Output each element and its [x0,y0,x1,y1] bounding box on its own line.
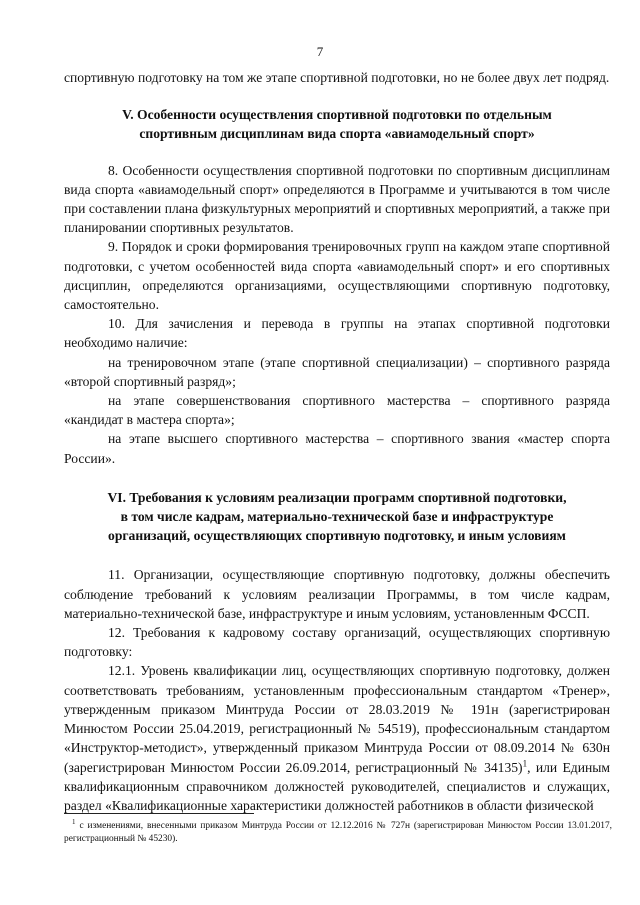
paragraph-10-item-training: на тренировочном этапе (этапе спортивной специализации) – спортивного разряда «второй спортивный разряд»; [64,354,610,389]
footnote-text: с изменениями, внесенными приказом Минтруда России от 12.12.2016 № 727н (зарегистрирован Минюстом России 13.01.2017, регистрационный № 45230). [64,821,612,844]
section-vi-title-line-2: в том числе кадрам, материально-технической базе и инфраструктуре [120,509,554,525]
paragraph-9: 9. Порядок и сроки формирования тренировочных групп на каждом этапе спортивной подготовки, с учетом особенностей вида спорта «авиамодельный спорт» и его спортивных дисциплин, определяются организациями, осуществляющими спортивную подготовку, самостоятельно. [64,239,610,313]
footnote-divider [64,813,254,814]
footnote-mark: 1 [72,817,76,826]
section-v-title-line-1: V. Особенности осуществления спортивной подготовки по отдельным [122,107,552,123]
paragraph-10-item-highest: на этапе высшего спортивного мастерства – спортивного звания «мастер спорта России». [64,431,610,466]
paragraph-continuation: спортивную подготовку на том же этапе спортивной подготовки, но не более двух лет подряд. [64,70,610,85]
footnote [64,817,612,846]
paragraph-12-1-text-cont: , или Единым квалификационным справочником должностей руководителей, специалистов и служащих, раздел «Квалификационные характеристики должностей работников в области физической [64,759,610,813]
section-vi-heading [64,488,610,546]
section-v-heading [64,105,610,143]
paragraph-10: 10. Для зачисления и перевода в группы на этапах спортивной подготовки необходимо наличие: [64,316,610,351]
footnote-reference: 1 [522,757,528,768]
section-vi-title-line-3: организаций, осуществляющих спортивную подготовку, и иным условиям [108,528,566,544]
paragraph-8: 8. Особенности осуществления спортивной подготовки по спортивным дисциплинам вида спорта «авиамодельный спорт» определяются в Программе и учитываются в том числе при составлении плана физкультурных мероприятий и спортивных мероприятий, а также при планировании спортивных результатов. [64,162,610,236]
paragraph-12-1-text: 12.1. Уровень квалификации лиц, осуществляющих спортивную подготовку, должен соответствовать требованиям, установленным профессиональным стандартом «Тренер», утвержденным приказом Минтруда России от 28.03.2019 № 191н (зарегистрирован Минюстом России 25.04.2019, регистрационный № 54519), профессиональным стандартом «Инструктор-методист», утвержденный приказом Минтруда России от 08.09.2014 № 630н (зарегистрирован Минюстом России 26.09.2014, регистрационный № 34135) [64,663,610,775]
paragraph-12: 12. Требования к кадровому составу организаций, осуществляющих спортивную подготовку: [64,625,610,660]
paragraph-12-1 [64,661,610,815]
paragraph-11: 11. Организации, осуществляющие спортивную подготовку, должны обеспечить соблюдение требований к условиям реализации Программы, в том числе кадрам, материально-технической базе, инфраструктуре и иным условиям, установленным ФССП. [64,567,610,621]
section-vi-title-line-1: VI. Требования к условиям реализации программ спортивной подготовки, [107,489,567,505]
page-number: 7 [316,44,324,59]
page-content [64,68,610,815]
section-v-title-line-2: спортивным дисциплинам вида спорта «авиамодельный спорт» [139,126,535,142]
paragraph-10-item-improvement: на этапе совершенствования спортивного мастерства – спортивного разряда «кандидат в мастера спорта»; [64,393,610,428]
